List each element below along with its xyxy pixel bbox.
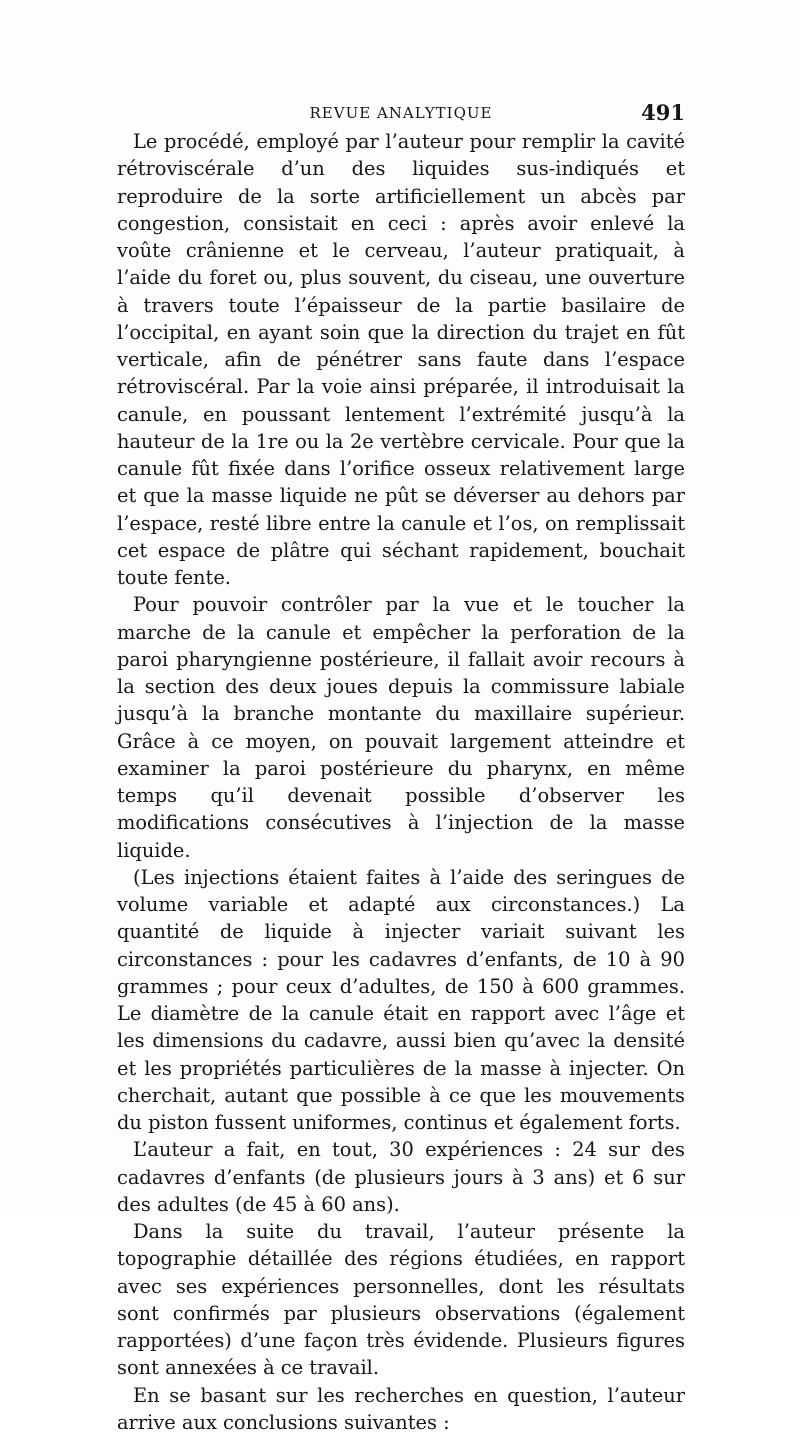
- paragraph: En se basant sur les recherches en question, l’auteur arrive aux conclusions suivantes :: [117, 1382, 685, 1436]
- running-head: REVUE ANALYTIQUE: [117, 104, 685, 122]
- paragraph: Pour pouvoir contrôler par la vue et le toucher la marche de la canule et empêcher la perforation de la paroi pharyngienne postérieure, il fallait avoir recours à la section des deux joues depuis la commissure labiale jusqu’à la branche montante du maxillaire supérieur. Grâce à ce moyen, on pouvait largement atteindre et examiner la paroi postérieure du pharynx, en même temps qu’il devenait possible d’observer les modifications consécutives à l’injection de la masse liquide.: [117, 591, 685, 864]
- page-header: [117, 100, 685, 130]
- paragraph: Le procédé, employé par l’auteur pour remplir la cavité rétroviscérale d’un des liquides sus-indiqués et reproduire de la sorte artificiellement un abcès par congestion, consistait en ceci : après avoir enlevé la voûte crânienne et le cerveau, l’auteur pratiquait, à l’aide du foret ou, plus souvent, du ciseau, une ouverture à travers toute l’épaisseur de la partie basilaire de l’occipital, en ayant soin que la direction du trajet en fût verticale, afin de pénétrer sans faute dans l’espace rétroviscéral. Par la voie ainsi préparée, il introduisait la canule, en poussant lentement l’extrémité jusqu’à la hauteur de la 1re ou la 2e vertèbre cervicale. Pour que la canule fût fixée dans l’orifice osseux relativement large et que la masse liquide ne pût se déverser au dehors par l’espace, resté libre entre la canule et l’os, on remplissait cet espace de plâtre qui séchant rapidement, bouchait toute fente.: [117, 128, 685, 591]
- paragraph: (Les injections étaient faites à l’aide des seringues de volume variable et adapté aux circonstances.) La quantité de liquide à injecter variait suivant les circonstances : pour les cadavres d’enfants, de 10 à 90 grammes ; pour ceux d’adultes, de 150 à 600 grammes. Le diamètre de la canule était en rapport avec l’âge et les dimensions du cadavre, aussi bien qu’avec la densité et les propriétés particulières de la masse à injecter. On cherchait, autant que possible à ce que les mouvements du piston fussent uniformes, continus et également forts.: [117, 864, 685, 1137]
- paragraph: Dans la suite du travail, l’auteur présente la topographie détaillée des régions étudiées, en rapport avec ses expériences personnelles, dont les résultats sont confirmés par plusieurs observations (également rapportées) d’une façon très évidende. Plusieurs figures sont annexées à ce travail.: [117, 1218, 685, 1382]
- paragraph: L’auteur a fait, en tout, 30 expériences : 24 sur des cadavres d’enfants (de plusieurs jours à 3 ans) et 6 sur des adultes (de 45 à 60 ans).: [117, 1136, 685, 1218]
- page-number: 491: [641, 100, 685, 125]
- body-text: [117, 128, 685, 1436]
